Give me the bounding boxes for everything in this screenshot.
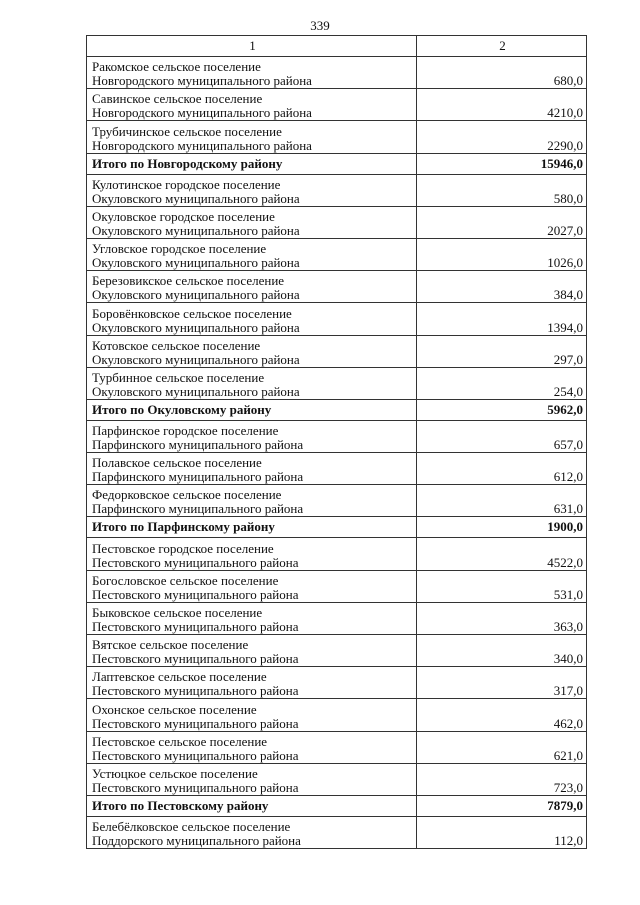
- settlement-name: Березовикское сельское поселение: [92, 273, 285, 289]
- municipal-district-name: Пестовского муниципального района: [92, 715, 299, 731]
- total-amount: 15946,0: [417, 153, 587, 174]
- total-label: Итого по Новгородскому району: [87, 153, 417, 174]
- municipal-district-name: Пестовского муниципального района: [92, 747, 299, 763]
- column-header-1: 1: [87, 36, 417, 57]
- table-row: [87, 303, 587, 335]
- amount-cell: 297,0: [417, 335, 587, 367]
- amount-cell: 1026,0: [417, 238, 587, 270]
- settlement-name-cell: [87, 174, 417, 206]
- total-label: Итого по Окуловскому району: [87, 399, 417, 420]
- settlement-name: Ракомское сельское поселение: [92, 59, 261, 75]
- municipal-district-name: Поддорского муниципального района: [92, 833, 301, 849]
- settlement-name-cell: [87, 57, 417, 89]
- settlement-name-cell: [87, 453, 417, 485]
- table-row: [87, 271, 587, 303]
- settlement-name-cell: [87, 335, 417, 367]
- table-row: [87, 89, 587, 121]
- table-row: [87, 667, 587, 699]
- amount-cell: 462,0: [417, 699, 587, 731]
- municipal-district-name: Окуловского муниципального района: [92, 319, 300, 335]
- municipal-district-name: Новгородского муниципального района: [92, 105, 312, 121]
- table-row: [87, 816, 587, 848]
- table-row: [87, 174, 587, 206]
- municipal-district-name: Окуловского муниципального района: [92, 351, 300, 367]
- total-amount: 7879,0: [417, 795, 587, 816]
- table-row: [87, 238, 587, 270]
- table-row: [87, 570, 587, 602]
- settlement-name: Пестовское сельское поселение: [92, 733, 268, 749]
- settlement-name: Боровёнковское сельское поселение: [92, 305, 292, 321]
- settlement-name: Окуловское городское поселение: [92, 208, 275, 224]
- municipal-district-name: Пестовского муниципального района: [92, 651, 299, 667]
- settlement-name-cell: [87, 238, 417, 270]
- settlement-name-cell: [87, 121, 417, 153]
- settlement-name-cell: [87, 602, 417, 634]
- total-label: Итого по Парфинскому району: [87, 517, 417, 538]
- table-row: [87, 206, 587, 238]
- table-row: [87, 763, 587, 795]
- amount-cell: 4210,0: [417, 89, 587, 121]
- municipal-district-name: Окуловского муниципального района: [92, 287, 300, 303]
- table-row: [87, 699, 587, 731]
- amount-cell: 531,0: [417, 570, 587, 602]
- page-number: 339: [310, 18, 330, 33]
- municipal-district-name: Пестовского муниципального района: [92, 619, 299, 634]
- table-row: [87, 538, 587, 570]
- amount-cell: 384,0: [417, 271, 587, 303]
- settlement-name-cell: [87, 367, 417, 399]
- amount-cell: 363,0: [417, 602, 587, 634]
- district-total-row: [87, 153, 587, 174]
- amount-cell: 2027,0: [417, 206, 587, 238]
- amount-cell: 4522,0: [417, 538, 587, 570]
- settlement-name-cell: [87, 635, 417, 667]
- settlement-name: Полавское сельское поселение: [92, 455, 262, 471]
- settlement-name-cell: [87, 699, 417, 731]
- amount-cell: 254,0: [417, 367, 587, 399]
- amount-cell: 112,0: [417, 816, 587, 848]
- settlement-name-cell: [87, 667, 417, 699]
- amount-cell: 723,0: [417, 763, 587, 795]
- amount-cell: 631,0: [417, 485, 587, 517]
- settlement-name: Угловское городское поселение: [92, 241, 267, 257]
- municipal-district-name: Новгородского муниципального района: [92, 73, 312, 89]
- municipal-district-name: Парфинского муниципального района: [92, 501, 304, 517]
- settlement-name: Быковское сельское поселение: [92, 605, 263, 620]
- table-row: [87, 57, 587, 89]
- settlement-name-cell: [87, 763, 417, 795]
- municipal-district-name: Парфинского муниципального района: [92, 437, 304, 453]
- settlement-name-cell: [87, 303, 417, 335]
- municipal-district-name: Пестовского муниципального района: [92, 683, 299, 699]
- settlement-name-cell: [87, 570, 417, 602]
- settlement-name: Белебёлковское сельское поселение: [92, 819, 291, 835]
- table-row: [87, 635, 587, 667]
- municipal-district-name: Окуловского муниципального района: [92, 190, 300, 206]
- district-total-row: [87, 795, 587, 816]
- municipal-district-name: Окуловского муниципального района: [92, 222, 300, 238]
- table-row: [87, 453, 587, 485]
- table-row: [87, 420, 587, 452]
- amount-cell: 317,0: [417, 667, 587, 699]
- municipal-district-name: Пестовского муниципального района: [92, 779, 299, 795]
- district-total-row: [87, 517, 587, 538]
- settlement-name-cell: [87, 89, 417, 121]
- amount-cell: 580,0: [417, 174, 587, 206]
- settlement-name-cell: [87, 206, 417, 238]
- table-body: [87, 57, 587, 849]
- amount-cell: 1394,0: [417, 303, 587, 335]
- amount-cell: 2290,0: [417, 121, 587, 153]
- settlement-name: Лаптевское сельское поселение: [92, 669, 267, 685]
- table-row: [87, 731, 587, 763]
- settlement-name: Кулотинское городское поселение: [92, 176, 281, 192]
- settlement-name-cell: [87, 731, 417, 763]
- settlement-name: Пестовское городское поселение: [92, 540, 274, 556]
- settlement-name-cell: [87, 271, 417, 303]
- table-header-row: [87, 36, 587, 57]
- table-row: [87, 485, 587, 517]
- settlement-name: Вятское сельское поселение: [92, 637, 249, 653]
- total-label: Итого по Пестовскому району: [87, 795, 417, 816]
- settlement-name: Федорковское сельское поселение: [92, 487, 282, 503]
- district-total-row: [87, 399, 587, 420]
- municipal-district-name: Пестовского муниципального района: [92, 554, 299, 570]
- settlement-name-cell: [87, 538, 417, 570]
- municipal-district-name: Пестовского муниципального района: [92, 586, 299, 602]
- settlement-name-cell: [87, 485, 417, 517]
- table-row: [87, 335, 587, 367]
- amount-cell: 621,0: [417, 731, 587, 763]
- total-amount: 1900,0: [417, 517, 587, 538]
- settlement-name-cell: [87, 816, 417, 848]
- amount-cell: 657,0: [417, 420, 587, 452]
- table-row: [87, 602, 587, 634]
- table-row: [87, 121, 587, 153]
- allocation-table: [86, 35, 587, 849]
- amount-cell: 612,0: [417, 453, 587, 485]
- municipal-district-name: Новгородского муниципального района: [92, 137, 312, 153]
- settlement-name: Устюцкое сельское поселение: [92, 765, 258, 781]
- settlement-name: Трубичинское сельское поселение: [92, 123, 282, 139]
- settlement-name: Котовское сельское поселение: [92, 337, 261, 353]
- settlement-name: Турбинное сельское поселение: [92, 369, 265, 385]
- settlement-name: Охонское сельское поселение: [92, 701, 257, 717]
- settlement-name-cell: [87, 420, 417, 452]
- total-amount: 5962,0: [417, 399, 587, 420]
- municipal-district-name: Парфинского муниципального района: [92, 469, 304, 485]
- table-row: [87, 367, 587, 399]
- amount-cell: 340,0: [417, 635, 587, 667]
- municipal-district-name: Окуловского муниципального района: [92, 255, 300, 271]
- settlement-name: Богословское сельское поселение: [92, 572, 279, 588]
- settlement-name: Савинское сельское поселение: [92, 91, 263, 107]
- municipal-district-name: Окуловского муниципального района: [92, 383, 300, 399]
- column-header-2: 2: [417, 36, 587, 57]
- amount-cell: 680,0: [417, 57, 587, 89]
- settlement-name: Парфинское городское поселение: [92, 423, 279, 439]
